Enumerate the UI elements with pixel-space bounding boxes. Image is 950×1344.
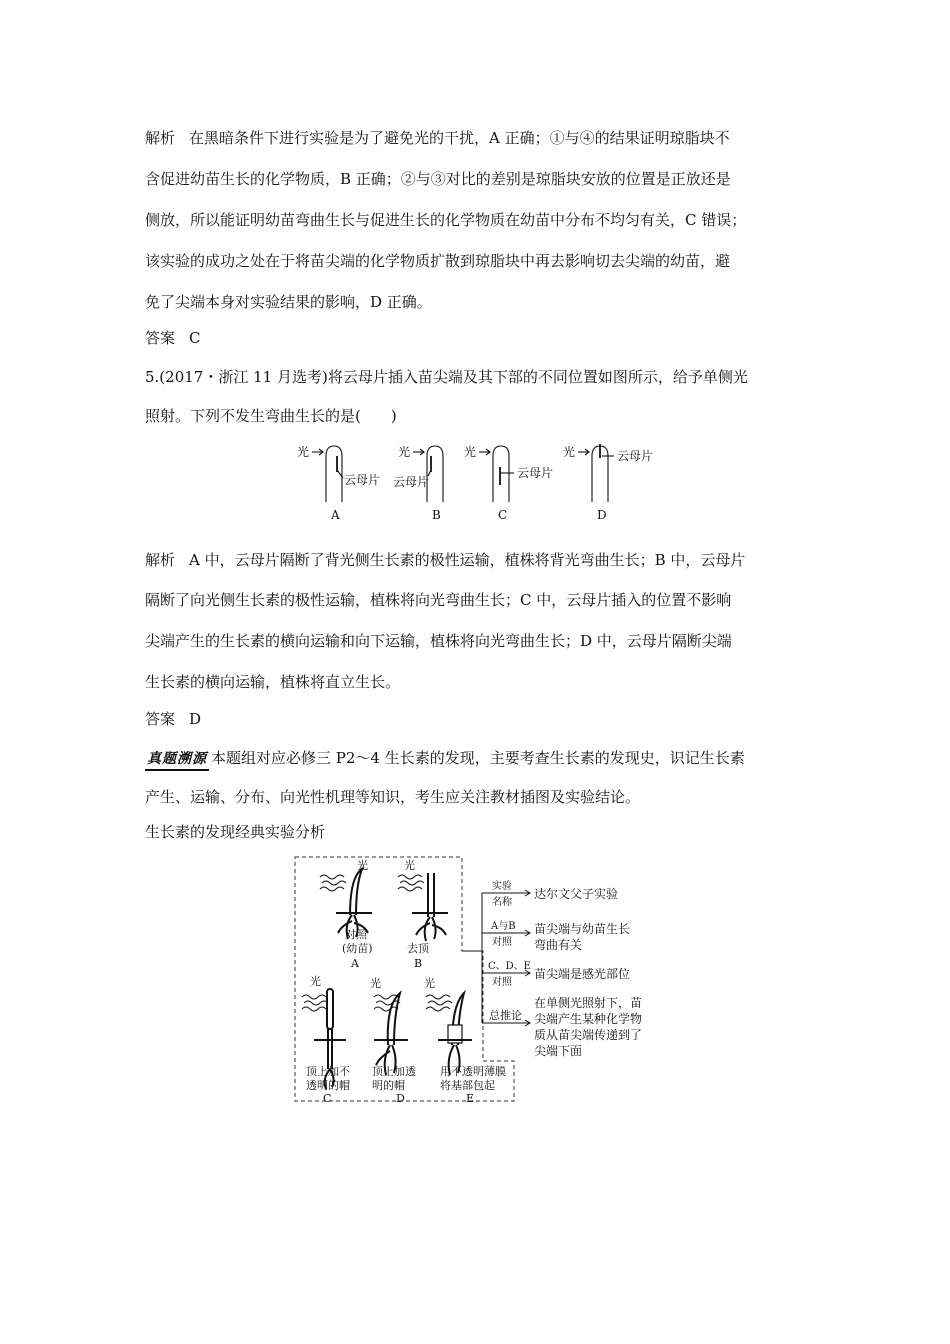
light-label-a: 光 xyxy=(297,445,310,459)
subtitle: 生长素的发现经典实验分析 xyxy=(145,823,326,841)
branch-4-result-1: 在单侧光照射下，苗 xyxy=(534,996,643,1010)
branch-1-bottom: 名称 xyxy=(492,897,512,908)
option-c: C xyxy=(498,508,508,522)
light-label-b: 光 xyxy=(404,859,415,872)
mica-label-c: 云母片 xyxy=(517,466,554,480)
light-label-b: 光 xyxy=(398,445,411,459)
answer-1: 答案 C xyxy=(145,329,201,347)
analysis-1-line-4: 该实验的成功之处在于将苗尖端的化学物质扩散到琼脂块中再去影响切去尖端的幼苗，避 xyxy=(145,252,731,270)
analysis-1-line-2: 含促进幼苗生长的化学物质，B 正确；②与③对比的差别是琼脂块安放的位置是正放还是 xyxy=(145,170,731,188)
plant-a-letter: A xyxy=(351,957,359,970)
plant-e-label-2: 将基部包起 xyxy=(440,1079,495,1092)
branch-2-result-2: 弯曲有关 xyxy=(534,938,583,952)
analysis-2-line-3: 尖端产生的生长素的横向运输和向下运输，植株将向光弯曲生长；D 中，云母片隔断尖端 xyxy=(145,632,732,650)
plant-d-label-1: 顶上加透 xyxy=(372,1065,416,1078)
option-b: B xyxy=(432,508,441,522)
mica-label-a: 云母片 xyxy=(344,473,381,487)
plant-c-letter: C xyxy=(323,1092,332,1105)
plant-b-letter: B xyxy=(414,957,423,970)
mica-label-d: 云母片 xyxy=(617,449,654,463)
branch-2-result-1: 苗尖端与幼苗生长 xyxy=(534,922,631,936)
analysis-label: 解析 xyxy=(145,129,176,147)
analysis-2-line-4: 生长素的横向运输，植株将直立生长。 xyxy=(145,673,401,691)
source-line-1: 真题溯源 本题组对应必修三 P2～4 生长素的发现，主要考查生长素的发现史，识记生长素 xyxy=(145,748,825,771)
plant-d-letter: D xyxy=(396,1092,405,1105)
light-label-c: 光 xyxy=(310,975,321,988)
analysis-1-line-3: 侧放，所以能证明幼苗弯曲生长与促进生长的化学物质在幼苗中分布不均匀有关，C 错误； xyxy=(145,211,747,229)
question-5-line-1: 5.(2017・浙江 11 月选考)将云母片插入苗尖端及其下部的不同位置如图所示，给予单侧光 xyxy=(145,368,748,386)
branch-2-top: A与B xyxy=(491,921,516,932)
branch-3-bottom: 对照 xyxy=(492,977,512,988)
answer-2: 答案 D xyxy=(145,710,202,728)
analysis-2-line-1: 解析 A 中，云母片隔断了背光侧生长素的极性运输，植株将背光弯曲生长；B 中，云母片 xyxy=(145,551,746,569)
plant-e-letter: E xyxy=(466,1092,475,1105)
branch-4-top: 总推论 xyxy=(489,1009,522,1022)
branch-2-bottom: 对照 xyxy=(492,937,512,948)
plant-d-label-2: 明的帽 xyxy=(372,1079,405,1092)
plant-c-label-1: 顶上加不 xyxy=(306,1065,350,1078)
analysis-1-line-1: 解析 在黑暗条件下进行实验是为了避免光的干扰，A 正确；①与④的结果证明琼脂块不 xyxy=(145,129,730,147)
branch-4-result-2: 尖端产生某种化学物 xyxy=(534,1012,643,1026)
branch-3-top: C、D、E xyxy=(488,961,531,972)
option-a: A xyxy=(331,508,340,522)
plant-a-label: 对照 xyxy=(345,928,367,941)
branch-4-result-4: 尖端下面 xyxy=(534,1044,583,1058)
plant-b-label: 去顶 xyxy=(407,942,429,955)
question-5-line-2: 照射。下列不发生弯曲生长的是( ) xyxy=(145,407,397,425)
plant-e-label-1: 用不透明薄膜 xyxy=(440,1065,506,1078)
branch-1-top: 实验 xyxy=(492,881,512,892)
auxin-discovery-figure xyxy=(292,855,672,1105)
light-label-e: 光 xyxy=(424,977,435,990)
light-label-d: 光 xyxy=(563,445,576,459)
branch-1-result-1: 达尔文父子实验 xyxy=(534,887,619,901)
mica-figure xyxy=(290,440,670,525)
light-label-d: 光 xyxy=(370,977,381,990)
analysis-1-line-5: 免了尖端本身对实验结果的影响，D 正确。 xyxy=(145,293,432,311)
mica-label-b: 云母片 xyxy=(393,475,430,489)
source-badge: 真题溯源 xyxy=(145,749,209,771)
source-line-2: 产生、运输、分布、向光性机理等知识，考生应关注教材插图及实验结论。 xyxy=(145,788,641,806)
option-d: D xyxy=(597,508,607,522)
plant-a-sub: (幼苗) xyxy=(342,942,373,955)
light-label-c: 光 xyxy=(464,445,477,459)
light-label-a: 光 xyxy=(357,859,368,872)
branch-3-result-1: 苗尖端是感光部位 xyxy=(534,967,631,981)
analysis-2-line-2: 隔断了向光侧生长素的极性运输，植株将向光弯曲生长；C 中，云母片插入的位置不影响 xyxy=(145,591,732,609)
plant-c-label-2: 透明的帽 xyxy=(306,1079,350,1092)
branch-4-result-3: 质从苗尖端传递到了 xyxy=(534,1028,643,1042)
